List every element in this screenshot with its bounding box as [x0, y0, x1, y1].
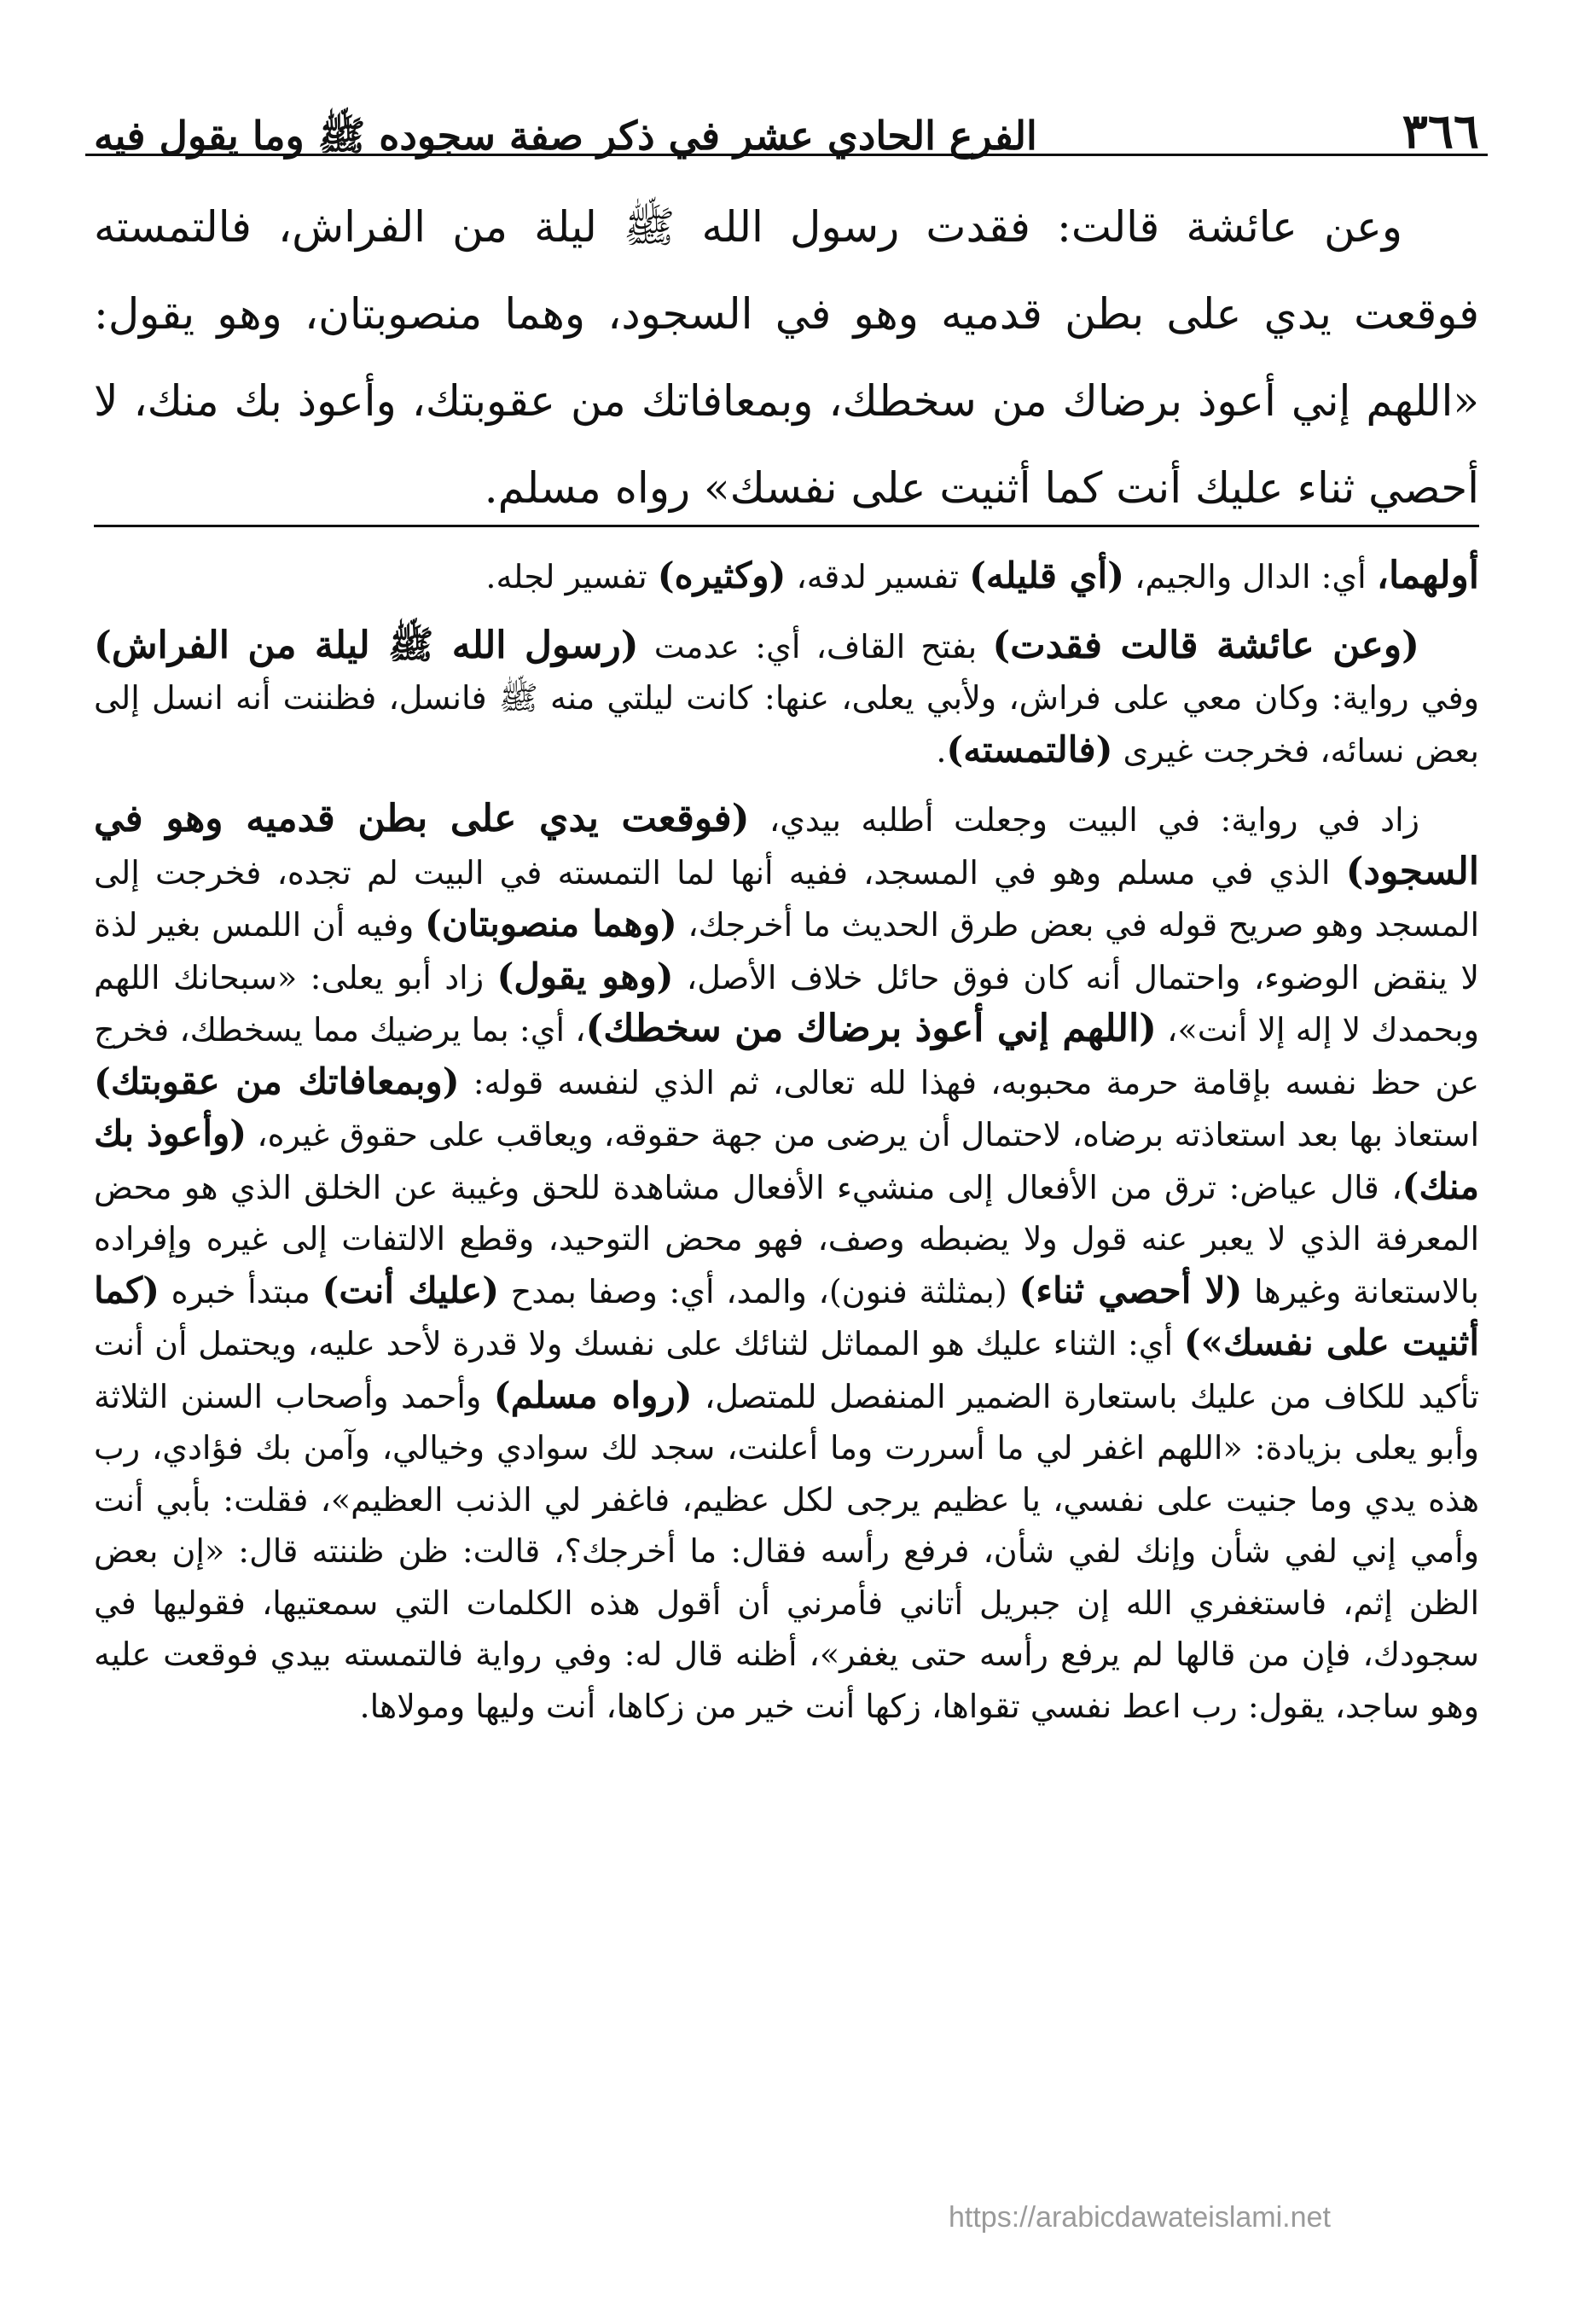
- commentary-text: وفي رواية: وكان معي على فراش، ولأبي يعلى، عنها: كانت ليلتي منه ﷺ فانسل، فظننت أنه انسل إلى بعض نسائه، فخرجت غيرى: [94, 679, 1479, 770]
- bold-term: (فوقعت يدي على بطن قدميه وهو في السجود): [94, 797, 1479, 893]
- commentary-text: ، أي: بما يرضيك مما يسخطك، فخرج عن حظ نفسه بإقامة حرمة محبوبه، فهذا لله تعالى، ثم الذي لنفسه قوله:: [94, 1011, 1479, 1101]
- section-divider: [94, 525, 1479, 527]
- hadith-text: [94, 183, 1479, 532]
- commentary: [94, 550, 1479, 1749]
- bold-term: (وكثيره): [657, 555, 786, 596]
- commentary-text: .: [936, 731, 947, 770]
- commentary-text: أي: الثناء عليك هو المماثل لثنائك على نفسك ولا قدرة لأحد عليه، ويحتمل أن أنت تأكيد للكاف من عليك باستعارة الضمير المنفصل للمتصل،: [94, 1325, 1479, 1415]
- commentary-text: تفسير لدقه،: [786, 558, 970, 596]
- commentary-text: (بمثلثة فنون)، والمد، أي: وصفا بمدح: [499, 1272, 1019, 1310]
- commentary-text: زاد في رواية: في البيت وجعلت أطلبه بيدي،: [749, 801, 1419, 839]
- commentary-text: الذي في مسلم وهو في المسجد، ففيه أنها لما التمسته في البيت لم تجده، فخرجت إلى المسجد وهو صريح قوله في بعض طرق الحديث ما أخرجك،: [94, 853, 1480, 944]
- running-title: الفرع الحادي عشر في ذكر صفة سجوده ﷺ وما يقول فيه: [94, 113, 1037, 159]
- watermark-url: https://arabicdawateislami.net: [949, 2201, 1331, 2234]
- bold-term: (كما أثنيت على نفسك»): [94, 1269, 1479, 1363]
- commentary-paragraph-1: [94, 550, 1479, 603]
- bold-term: (وهو يقول): [496, 955, 674, 997]
- bold-term: (أي قليله): [969, 555, 1125, 596]
- commentary-paragraph-3: [94, 793, 1479, 1732]
- commentary-text: تفسير لجله.: [485, 558, 658, 596]
- commentary-text: وفيه أن اللمس بغير لذة لا ينقض الوضوء، واحتمال أنه كان فوق حائل خلاف الأصل،: [94, 906, 1479, 996]
- bold-term: أولهما،: [1376, 554, 1479, 597]
- page-header: [94, 78, 1479, 160]
- bold-term: (وهما منصوبتان): [424, 903, 677, 944]
- bold-term: (وبمعافاتك من عقوبتك): [94, 1060, 460, 1102]
- bold-term: (اللهم إني أعوذ برضاك من سخطك): [585, 1007, 1157, 1050]
- commentary-text: مبتدأ خبره: [159, 1272, 322, 1310]
- hadith-body: وعن عائشة قالت: فقدت رسول الله ﷺ ليلة من الفراش، فالتمسته فوقعت يدي على بطن قدميه وهو في السجود، وهما منصوبتان، وهو يقول: «اللهم إني أعوذ برضاك من سخطك، وبمعافاتك من عقوبتك، وأعوذ بك منك، لا أحصي ثناء عليك أنت كما أثنيت على نفسك» رواه مسلم.: [94, 202, 1479, 513]
- bold-term: (لا أحصي ثناء): [1019, 1269, 1243, 1311]
- commentary-text: وأحمد وأصحاب السنن الثلاثة وأبو يعلى بزيادة: «اللهم اغفر لي ما أسررت وما أعلنت، سجد لك سوادي وخيالي، وآمن بك فؤادي، رب هذه يدي وما جنيت على نفسي، يا عظيم يرجى لكل عظيم، فاغفر لي الذنب العظيم»، فقلت: بأبي أنت وأمي إني لفي شأن وإنك لفي شأن، فرفع رأسه فقال: ما أخرجك؟، قالت: ظن ظننته قال: «إن بعض الظن إثم، فاستغفري الله إن جبريل أتاني فأمرني أن أقول هذه الكلمات التي سمعتيها، فقوليها في سجودك، فإن من قالها لم يرفع رأسه حتى يغفر»، أظنه قال له: وفي رواية فالتمسته بيدي فوقعت عليه وهو ساجد، يقول: رب اعط نفسي تقواها، زكها أنت خير من زكاها، أنت وليها ومولاها.: [94, 1377, 1479, 1725]
- bold-term: (رواه مسلم): [493, 1374, 693, 1416]
- commentary-text: استعاذ بها بعد استعاذته برضاه، لاحتمال أن يرضى من جهة حقوقه، ويعاقب على حقوق غيره،: [247, 1116, 1479, 1153]
- commentary-text: أي: الدال والجيم،: [1124, 558, 1377, 596]
- commentary-text: ، قال عياض: ترق من الأفعال إلى منشيء الأفعال مشاهدة للحق وغيبة عن الخلق الذي هو محض المعرفة الذي لا يعبر عنه قول ولا يضبطه وصف، فهو محض التوحيد، وقطع الالتفات إلى غيره وإفراده بالاستعانة وغيرها: [94, 1168, 1479, 1310]
- commentary-paragraph-2: [94, 620, 1479, 777]
- bold-term: (فالتمسته): [946, 728, 1113, 770]
- bold-term: (رسول الله ﷺ ليلة من الفراش): [94, 623, 639, 667]
- bold-term: (وأعوذ بك منك): [94, 1113, 1479, 1207]
- header-divider: [85, 154, 1488, 156]
- commentary-text: بفتح القاف، أي: عدمت: [638, 627, 993, 665]
- bold-term: (عليك أنت): [322, 1269, 500, 1311]
- commentary-text: زاد أبو يعلى: «سبحانك اللهم وبحمدك لا إله إلا أنت»،: [94, 958, 1479, 1049]
- bold-term: (وعن عائشة قالت فقدت): [992, 623, 1419, 667]
- page-number: ٣٦٦: [1402, 103, 1479, 160]
